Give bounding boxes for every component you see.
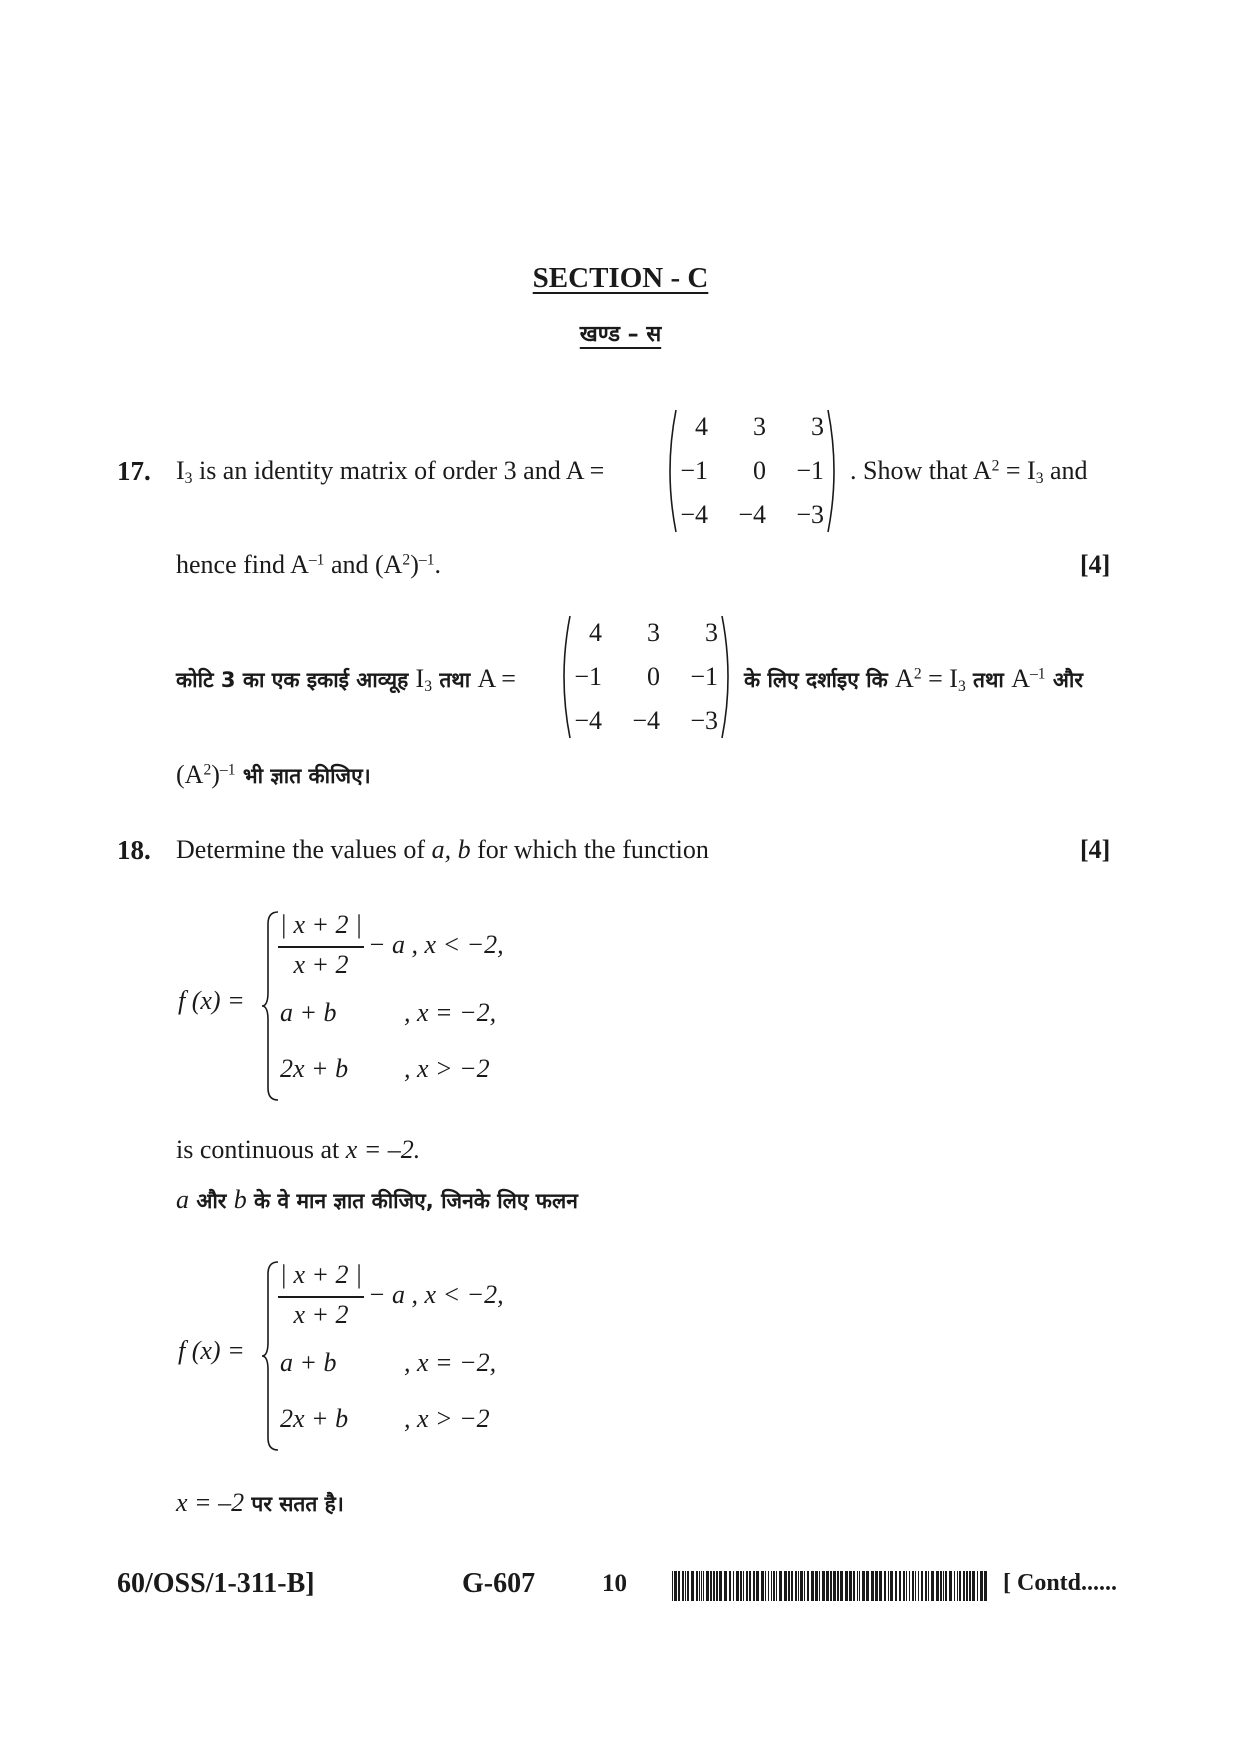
barcode-bar [761,1571,764,1601]
barcode-bar [895,1571,897,1601]
case1-numerator: | x + 2 | [279,910,363,939]
q18-marks: [4] [1080,835,1111,864]
matrix-cell: 4 [695,412,708,441]
barcode-bar [740,1571,742,1601]
footer-contd: [ Contd...... [1003,1570,1118,1596]
barcode-bar [921,1571,923,1601]
q18-hindi-function [178,1256,518,1456]
barcode-bar [746,1571,748,1601]
matrix-cell: 0 [753,456,766,485]
matrix-cell: 3 [753,412,766,441]
barcode-bar [713,1571,715,1601]
barcode-bar [672,1571,673,1601]
q17-hindi-line1-end: के लिए दर्शाइए कि $A^2 = I_3$ तथा $A^{-1}$ और [744,664,1083,695]
q18-continuous: is continuous at x = –2. [176,1135,421,1164]
barcode-bar [819,1571,820,1601]
barcode-bar [833,1571,836,1601]
barcode-bar [674,1571,677,1601]
barcode-bar [719,1571,722,1601]
q17-hindi-line2: $(A^2)^{-1}$ भी ज्ञात कीजिए। [176,760,371,789]
matrix-cell: −3 [690,706,718,735]
barcode-bar [706,1571,709,1601]
barcode-bar [733,1571,734,1601]
barcode-bar [977,1571,978,1601]
barcode-bar [756,1571,759,1601]
right-paren-icon [826,408,842,534]
barcode-bar [765,1571,766,1601]
case2-cond: , x = −2, [404,998,497,1027]
barcode-bar [943,1571,944,1601]
barcode-bar [954,1571,955,1601]
barcode-bar [736,1571,739,1601]
barcode-bar [776,1571,777,1601]
case3-expr: 2x + b [280,1404,349,1433]
matrix-cell: −4 [574,706,602,735]
barcode-bar [826,1571,829,1601]
barcode-bar [807,1571,809,1601]
barcode-bar [957,1571,958,1601]
barcode-bar [940,1571,942,1601]
barcode-bar [716,1571,718,1601]
q17-hindi-matrix [556,614,736,740]
matrix-cell: −3 [796,500,824,529]
barcode-bar [925,1571,927,1601]
barcode-bar [853,1571,855,1601]
barcode-bar [687,1571,689,1601]
footer-code: 60/OSS/1-311-B] [117,1568,315,1599]
barcode-bar [840,1571,843,1601]
barcode-bar [685,1571,686,1601]
q17-hindi-line1: कोटि 3 का एक इकाई आव्यूह $I_3$ तथा A = [176,664,516,695]
matrix-cell: 3 [811,412,824,441]
barcode-bar [691,1571,694,1601]
matrix-cell: 4 [589,618,602,647]
barcode-bar [890,1571,893,1601]
matrix-cell: −1 [574,662,602,691]
barcode-bar [779,1571,782,1601]
barcode-bar [884,1571,886,1601]
q18-function [178,906,518,1106]
barcode-bar [857,1571,858,1601]
barcode-bar [798,1571,799,1601]
matrix-cell: −4 [680,500,708,529]
matrix-cell: 3 [647,618,660,647]
barcode-bar [795,1571,797,1601]
barcode-bar [710,1571,712,1601]
barcode-bar [912,1571,914,1601]
fraction-bar [278,946,364,948]
barcode-bar [980,1571,983,1601]
barcode-bar [699,1571,700,1601]
left-brace-icon [260,910,280,1102]
q17-marks: [4] [1080,550,1111,579]
case2-expr: a + b [280,1348,337,1377]
barcode-bar [972,1571,975,1601]
barcode-bar [959,1571,961,1601]
barcode-icon [672,1571,990,1601]
footer-series: G-607 [462,1568,536,1599]
barcode-bar [859,1571,860,1601]
matrix-cell: −1 [796,456,824,485]
barcode-bar [909,1571,910,1601]
barcode-bar [703,1571,704,1601]
q18-hindi-intro: a और b के वे मान ज्ञात कीजिए, जिनके लिए फलन [176,1185,578,1214]
barcode-bar [906,1571,907,1601]
left-brace-icon [260,1260,280,1452]
matrix-cell: −1 [680,456,708,485]
q17-text-after: . Show that $A^2 = I_3$ and [850,456,1088,487]
matrix-cell: 0 [647,662,660,691]
barcode-bar [811,1571,814,1601]
barcode-bar [879,1571,882,1601]
barcode-bar [862,1571,865,1601]
case3-expr: 2x + b [280,1054,349,1083]
q18-text: Determine the values of a, b for which the function [176,835,709,864]
barcode-bar [696,1571,698,1601]
matrix-cell: −1 [690,662,718,691]
barcode-bar [969,1571,971,1601]
barcode-bar [931,1571,934,1601]
q17-matrix [662,408,842,534]
matrix-cell: −4 [632,706,660,735]
case3-cond: , x > −2 [404,1404,490,1433]
barcode-bar [773,1571,775,1601]
case1-denominator: x + 2 [293,1300,349,1329]
barcode-bar [936,1571,939,1601]
barcode-bar [784,1571,787,1601]
barcode-bar [771,1571,772,1601]
barcode-bar [845,1571,848,1601]
case2-cond: , x = −2, [404,1348,497,1377]
barcode-bar [928,1571,929,1601]
barcode-bar [804,1571,805,1601]
barcode-bar [837,1571,839,1601]
barcode-bar [743,1571,744,1601]
footer-page-number: 10 [602,1570,627,1597]
barcode-bar [753,1571,755,1601]
section-hindi-title: खण्ड – स [579,322,662,347]
barcode-bar [682,1571,684,1601]
matrix-cell: 3 [705,618,718,647]
q17-line2: hence find $A^{-1}$ and $(A^2)^{-1}$. [176,550,441,579]
barcode-bar [984,1571,987,1601]
barcode-bar [678,1571,680,1601]
q18-number: 18. [117,835,151,865]
barcode-bar [791,1571,793,1601]
barcode-bar [849,1571,852,1601]
case1-tail: − a , x < −2, [368,930,504,959]
barcode-bar [888,1571,889,1601]
barcode-bar [788,1571,790,1601]
barcode-bar [815,1571,818,1601]
barcode-bar [768,1571,769,1601]
barcode-bar [749,1571,751,1601]
barcode-bar [966,1571,968,1601]
barcode-bar [949,1571,952,1601]
case1-denominator: x + 2 [293,950,349,979]
function-lhs: f (x) = [178,986,245,1015]
barcode-bar [903,1571,905,1601]
case1-numerator: | x + 2 | [279,1260,363,1289]
barcode-bar [701,1571,702,1601]
case3-cond: , x > −2 [404,1054,490,1083]
barcode-bar [724,1571,727,1601]
barcode-bar [963,1571,965,1601]
q17-number: 17. [117,456,151,486]
case2-expr: a + b [280,998,337,1027]
barcode-bar [871,1571,874,1601]
barcode-bar [945,1571,947,1601]
q18-hindi-end: x = –2 पर सतत है। [176,1488,344,1517]
barcode-bar [830,1571,832,1601]
barcode-bar [918,1571,919,1601]
barcode-bar [822,1571,825,1601]
case1-tail: − a , x < −2, [368,1280,504,1309]
barcode-bar [800,1571,803,1601]
barcode-bar [866,1571,869,1601]
function-lhs: f (x) = [178,1336,245,1365]
right-paren-icon [720,614,736,740]
matrix-cell: −4 [738,500,766,529]
fraction-bar [278,1296,364,1298]
barcode-bar [915,1571,916,1601]
section-title: SECTION - C [532,262,709,294]
barcode-bar [875,1571,878,1601]
barcode-bar [729,1571,731,1601]
q17-text: $I_3$ is an identity matrix of order 3 and A = [176,456,605,487]
barcode-bar [899,1571,901,1601]
